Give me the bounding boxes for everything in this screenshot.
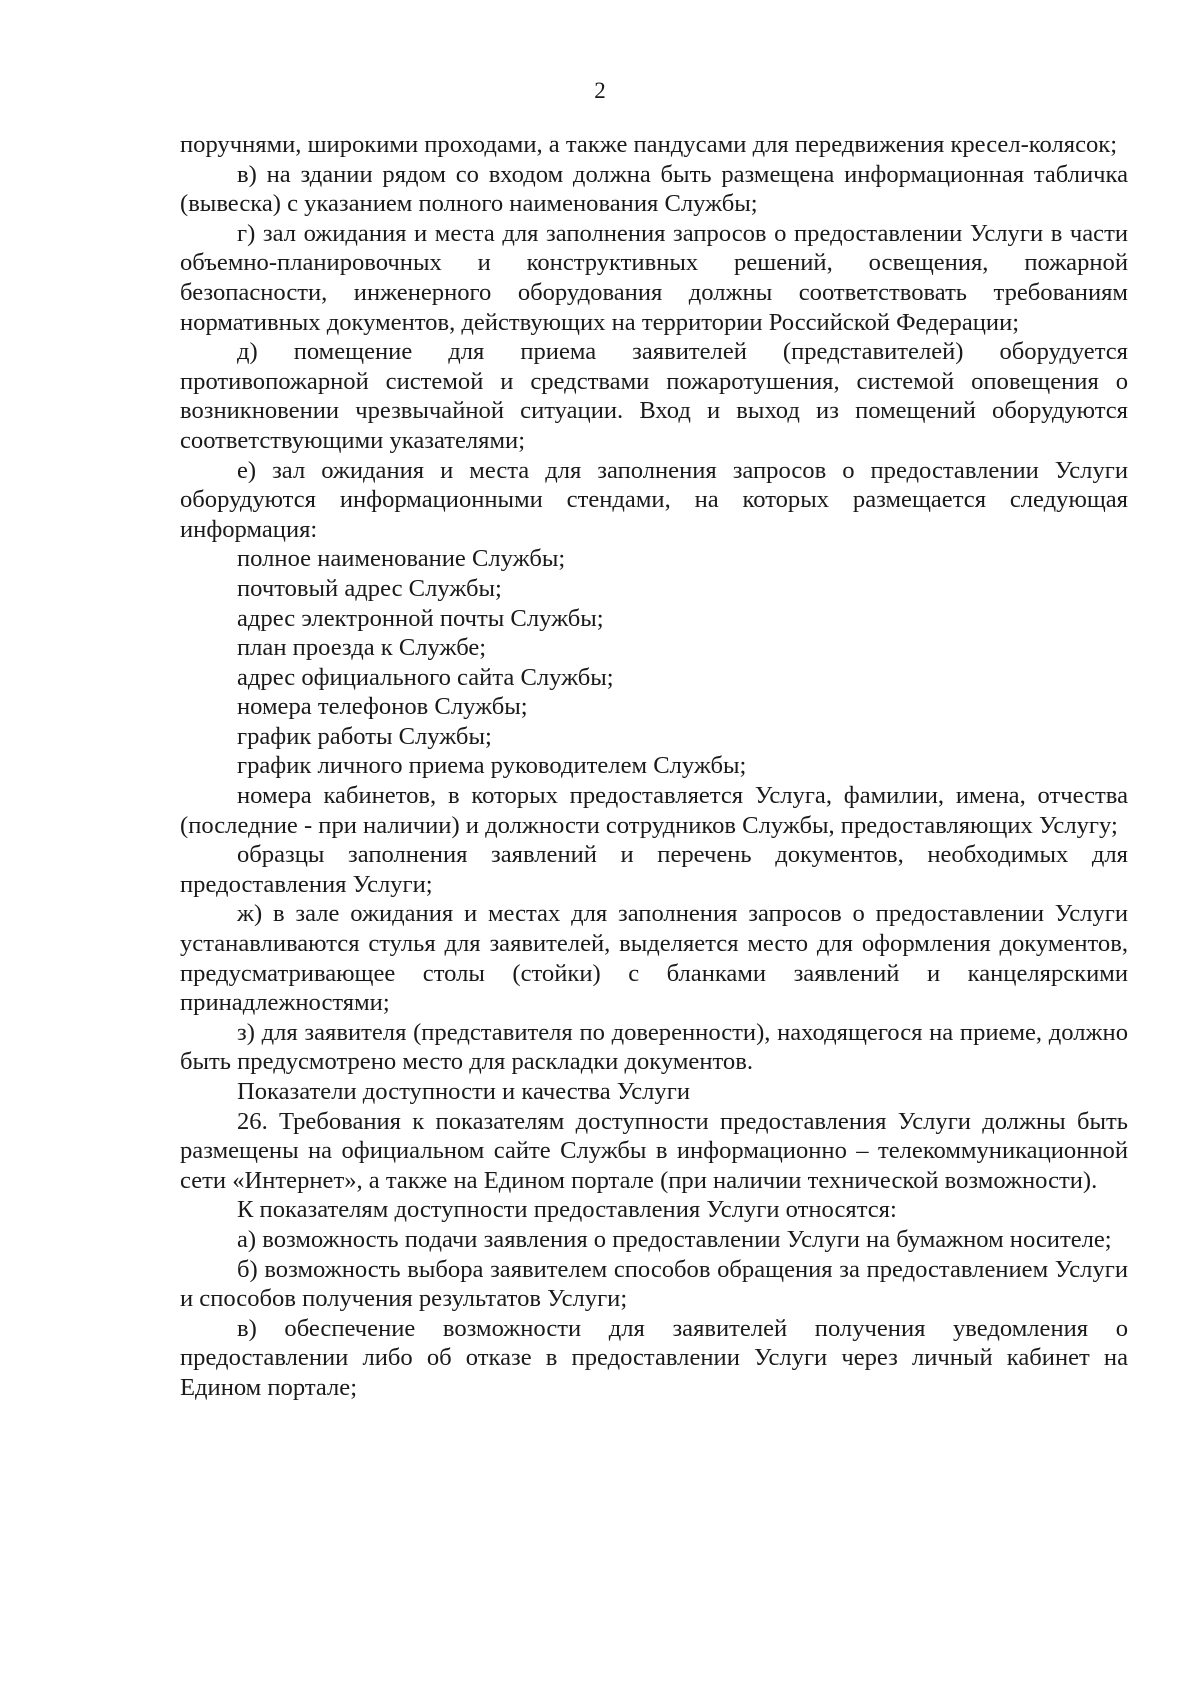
paragraph-item-b: б) возможность выбора заявителем способов обращения за предоставлением Услуги и способов получения результатов Услуги; — [180, 1255, 1128, 1313]
list-item-long: номера кабинетов, в которых предоставляется Услуга, фамилии, имена, отчества (последние - при наличии) и должности сотрудников Службы, предоставляющих Услугу; — [180, 782, 1128, 839]
paragraph-item-g: г) зал ожидания и места для заполнения запросов о предоставлении Услуги в части объемно-планировочных и конструктивных решений, освещения, пожарной безопасности, инженерного оборудования должны соответствовать требованиям нормативных документов, действующих на территории Российской Федерации; — [180, 219, 1128, 336]
list-item: адрес электронной почты Службы; — [237, 604, 604, 632]
list-item: план проезда к Службе; — [237, 634, 487, 662]
list-item-long: образцы заполнения заявлений и перечень документов, необходимых для предоставления Услуги; — [180, 841, 1128, 898]
document-body — [180, 130, 1128, 1403]
paragraph-item-v: в) на здании рядом со входом должна быть размещена информационная табличка (вывеска) с указанием полного наименования Службы; — [180, 160, 1128, 218]
section-heading: Показатели доступности и качества Услуги — [237, 1078, 690, 1105]
page-number: 2 — [594, 78, 606, 103]
paragraph-26: 26. Требования к показателям доступности предоставления Услуги должны быть размещены на официальном сайте Службы в информационно – телекоммуникационной сети «Интернет», а также на Едином портале (при наличии технической возможности). — [180, 1107, 1128, 1194]
paragraph-item-d: д) помещение для приема заявителей (представителей) оборудуется противопожарной системой и средствами пожаротушения, системой оповещения о возникновении чрезвычайной ситуации. Вход и выход из помещений оборудуются соответствующими указателями; — [180, 338, 1128, 454]
paragraph-indicators-intro: К показателям доступности предоставления Услуги относятся: — [237, 1196, 897, 1224]
paragraph-item-e: е) зал ожидания и места для заполнения запросов о предоставлении Услуги оборудуются информационными стендами, на которых размещается следующая информация: — [180, 456, 1128, 543]
list-item: полное наименование Службы; — [237, 545, 566, 573]
paragraph-item-z: з) для заявителя (представителя по доверенности), находящегося на приеме, должно быть предусмотрено место для раскладки документов. — [180, 1018, 1128, 1076]
list-item: номера телефонов Службы; — [237, 693, 528, 721]
paragraph-continuation: поручнями, широкими проходами, а также пандусами для передвижения кресел-колясок; — [180, 131, 1118, 158]
list-item: график личного приема руководителем Службы; — [237, 752, 747, 780]
paragraph-item-a: а) возможность подачи заявления о предоставлении Услуги на бумажном носителе; — [237, 1225, 1112, 1253]
list-item: почтовый адрес Службы; — [237, 574, 502, 602]
paragraph-item-zh: ж) в зале ожидания и местах для заполнения запросов о предоставлении Услуги устанавливаются стулья для заявителей, выделяется место для оформления документов, предусматривающее столы (стойки) с бланками заявлений и канцелярскими принадлежностями; — [180, 900, 1128, 1017]
list-item: график работы Службы; — [237, 722, 492, 750]
list-item: адрес официального сайта Службы; — [237, 663, 614, 691]
paragraph-item-v2: в) обеспечение возможности для заявителей получения уведомления о предоставлении либо об отказе в предоставлении Услуги через личный кабинет на Едином портале; — [180, 1314, 1128, 1401]
